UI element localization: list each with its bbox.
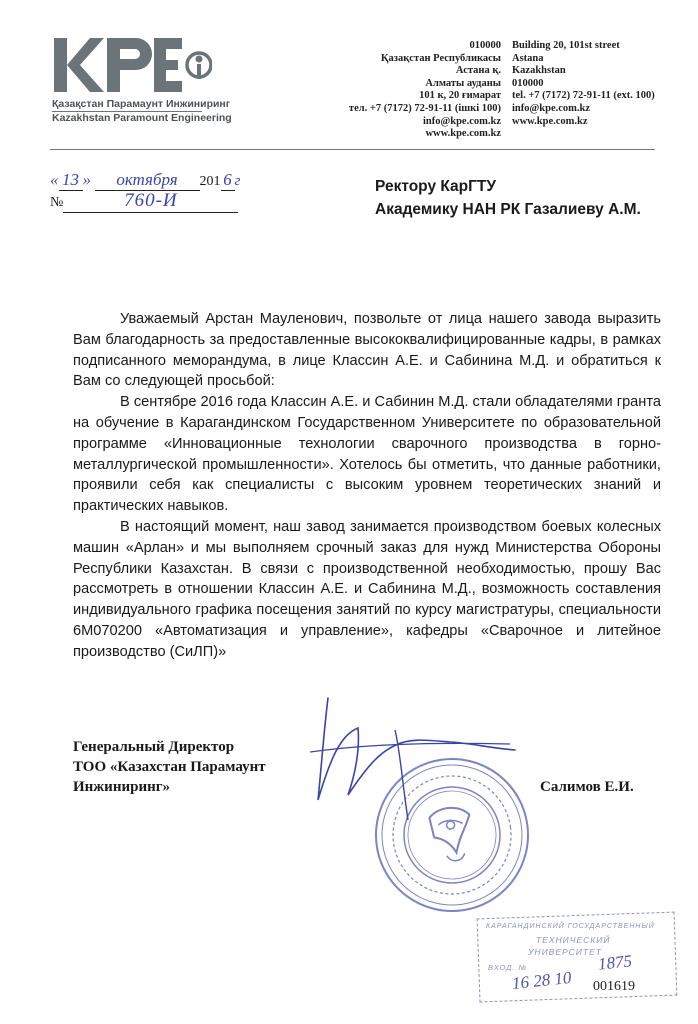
address-kz-phone: тел. +7 (7172) 72-91-11 (ішкі 100) bbox=[348, 102, 501, 114]
signatory-position: Генеральный Директор bbox=[73, 739, 235, 755]
company-name-en: Kazakhstan Paramount Engineering bbox=[52, 112, 232, 124]
body-paragraph: В сентябре 2016 года Классин А.Е. и Сабинин М.Д. стали обладателями гранта на обучение в Карагандинском Государственном Университете по образовательной программе «Инновационные технологии сварочного производства в горно-металлургической промышленности». Хотелось бы отметить, что данные работники, проявили себя как специалисты с высоким уровнем теоретических знаний и практических навыков. bbox=[73, 394, 661, 515]
recipient-block bbox=[375, 175, 641, 221]
date-year-prefix: 201 bbox=[199, 174, 221, 189]
company-name-kz: Қазақстан Парамаунт Инжиниринг bbox=[52, 98, 231, 110]
date-year-digit: 6 bbox=[221, 170, 235, 191]
signature-icon bbox=[300, 690, 530, 830]
address-kz-line: 101 к, 20 ғимарат bbox=[419, 90, 501, 102]
address-kz-line: 010000 bbox=[469, 40, 501, 51]
serial-number: 001619 bbox=[593, 979, 635, 994]
stamp-university-line: КАРАГАНДИНСКИЙ ГОСУДАРСТВЕННЫЙ bbox=[486, 923, 655, 930]
date-year-suffix: г bbox=[234, 173, 241, 189]
letter-date bbox=[50, 170, 240, 191]
address-en-email: info@kpe.com.kz bbox=[512, 102, 591, 114]
date-open-quote: « bbox=[50, 170, 59, 189]
stamp-incoming-date: 16 28 10 bbox=[511, 967, 573, 994]
letter-body bbox=[73, 309, 661, 663]
number-value: 760-И bbox=[63, 190, 238, 213]
header-divider bbox=[50, 149, 655, 150]
address-en-phone: tel. +7 (7172) 72-91-11 (ext. 100) bbox=[512, 90, 655, 102]
recipient-title: Ректору КарГТУ bbox=[375, 178, 497, 195]
date-close-quote: » bbox=[82, 170, 91, 189]
registration-stamp bbox=[478, 915, 676, 1001]
body-paragraph: В настоящий момент, наш завод занимается производством боевых колесных машин «Арлан» и мы выполняем срочный заказ для нужд Министерства Обороны Республики Казахстан. В связи с производственной необходимостью, прошу Вас рассмотреть в отношении Классин А.Е. и Сабинина М.Д., возможность составления индивидуального графика посещения занятий по курсу магистратуры, специальности 6М070200 «Автоматизация и управление», кафедры «Сварочное и литейное производство (СиЛП)» bbox=[73, 518, 661, 660]
company-logo bbox=[52, 34, 232, 124]
address-en-line: Building 20, 101st street bbox=[512, 40, 620, 51]
signatory-title bbox=[73, 737, 266, 797]
address-en-line: Kazakhstan bbox=[512, 65, 566, 77]
signatory-company: Инжиниринг» bbox=[73, 779, 171, 795]
stamp-university-line: ТЕХНИЧЕСКИЙ bbox=[536, 935, 611, 945]
address-kz-website: www.kpe.com.kz bbox=[425, 128, 501, 140]
stamp-incoming-number: 1875 bbox=[597, 951, 633, 974]
number-label: № bbox=[50, 195, 64, 210]
signatory-company: ТОО «Казахстан Парамаунт bbox=[73, 759, 266, 775]
date-month: октября bbox=[95, 170, 200, 191]
address-en-line: 010000 bbox=[512, 77, 544, 89]
stamp-incoming-label: ВХОД. № bbox=[488, 963, 528, 972]
letter-number bbox=[50, 190, 238, 213]
stamp-university-line: УНИВЕРСИТЕТ bbox=[528, 947, 602, 957]
address-kz-line: Қазақстан Республикасы bbox=[380, 52, 501, 64]
address-kz-line: Астана қ. bbox=[455, 65, 501, 77]
address-en bbox=[512, 40, 682, 128]
date-day: 13 bbox=[59, 170, 83, 191]
recipient-name: Академику НАН РК Газалиеву А.М. bbox=[375, 201, 641, 218]
kpe-logo-icon bbox=[52, 34, 212, 98]
address-kz bbox=[281, 40, 501, 141]
address-kz-line: Алматы ауданы bbox=[425, 77, 501, 89]
signatory-name: Салимов Е.И. bbox=[540, 779, 634, 795]
address-en-line: Astana bbox=[512, 52, 544, 64]
body-paragraph: Уважаемый Арстан Мауленович, позвольте от лица нашего завода выразить Вам благодарность за предоставленные высококвалифицированные кадры, в рамках подписанного меморандума, в лице Классин А.Е. и Сабинина М.Д. и обратиться к Вам со следующей просьбой: bbox=[73, 311, 661, 390]
address-kz-email: info@kpe.com.kz bbox=[422, 115, 501, 127]
address-en-website: www.kpe.com.kz bbox=[512, 115, 588, 127]
